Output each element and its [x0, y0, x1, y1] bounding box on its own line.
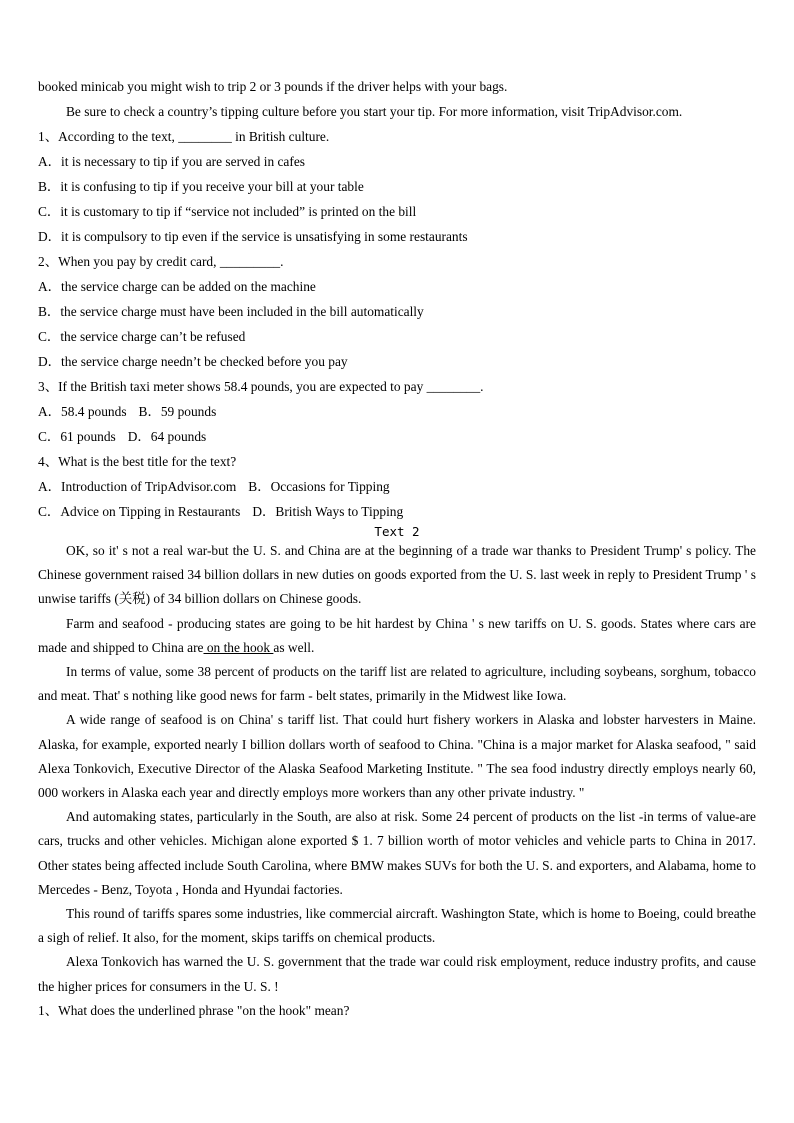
q1-option-a: A．it is necessary to tip if you are served in cafes [38, 154, 305, 169]
text2-paragraph-6: This round of tariffs spares some industries, like commercial aircraft. Washington State, which is home to Boeing, could breathe a sigh of relief. It also, for the moment, skips tariffs on chemical products. [38, 906, 756, 946]
text2-q1-stem: 1、What does the underlined phrase "on the hook" mean? [38, 1002, 350, 1018]
text2-p2-before: Farm and seafood - producing states are going to be hit hardest by China ' s new tariffs on U. S. goods. States where cars are made and shipped to China are [38, 615, 756, 655]
q3-options-ab [38, 399, 756, 424]
text2-paragraph-5: And automaking states, particularly in the South, are also at risk. Some 24 percent of products on the list -in terms of value-are cars, trucks and other vehicles. Michigan alone exported $ 1. 7 billion worth of motor vehicles and vehicle parts to China in 2017. Other states being affected include South Carolina, where BMW makes SUVs for both the U. S. and exporters, and Alabama, home to Mercedes - Benz, Toyota , Honda and Hyundai factories. [38, 809, 756, 897]
q2-option-d: D．the service charge needn’t be checked before you pay [38, 354, 348, 369]
text2-paragraph-3: In terms of value, some 38 percent of products on the tariff list are related to agriculture, including soybeans, sorghum, tobacco and meat. That' s nothing like good news for farm - belt states, primarily in the Midwest like Iowa. [38, 664, 756, 704]
q1-stem: 1、According to the text, ________ in British culture. [38, 129, 330, 144]
q2-option-c: C．the service charge can’t be refused [38, 329, 246, 344]
underlined-phrase: on the hook [203, 639, 274, 655]
text2-paragraph-1: OK, so it' s not a real war-but the U. S. and China are at the beginning of a trade war thanks to President Trump' s policy. The Chinese government raised 34 billion dollars in new duties on goods exported from the U. S. last week in reply to President Trump ' s unwise tariffs (关税) of 34 billion dollars on Chinese goods. [38, 543, 756, 607]
q2-option-b: B．the service charge must have been included in the bill automatically [38, 304, 424, 319]
q3-option-d: D．64 pounds [127, 429, 207, 444]
text2-paragraph-7: Alexa Tonkovich has warned the U. S. government that the trade war could risk employment, reduce industry profits, and cause the higher prices for consumers in the U. S. ! [38, 954, 756, 994]
q2-stem: 2、When you pay by credit card, _________. [38, 254, 284, 269]
q1-option-d: D．it is compulsory to tip even if the service is unsatisfying in some restaurants [38, 229, 468, 244]
text1-closing-line: Be sure to check a country’s tipping culture before you start your tip. For more information, visit TripAdvisor.com. [66, 104, 683, 119]
q2-option-a: A．the service charge can be added on the machine [38, 279, 316, 294]
q3-stem: 3、If the British taxi meter shows 58.4 pounds, you are expected to pay ________. [38, 379, 484, 394]
q1-option-b: B．it is confusing to tip if you receive your bill at your table [38, 179, 364, 194]
q4-option-b: B．Occasions for Tipping [248, 479, 390, 494]
q4-stem: 4、What is the best title for the text? [38, 454, 237, 469]
q4-options-cd [38, 499, 756, 524]
text2-paragraph-2 [38, 612, 756, 660]
q4-option-c: C．Advice on Tipping in Restaurants [38, 504, 241, 519]
text2-paragraph-4: A wide range of seafood is on China' s tariff list. That could hurt fishery workers in Alaska and lobster harvesters in Maine. Alaska, for example, exported nearly I billion dollars worth of seafood to China. "China is a major market for Alaska seafood, " said Alexa Tonkovich, Executive Director of the Alaska Seafood Marketing Institute. " The sea food industry directly employs nearly 60, 000 workers in Alaska each year and directly employs more workers than any other private industry. " [38, 712, 756, 801]
q3-option-a: A．58.4 pounds [38, 404, 127, 419]
page-content [38, 74, 756, 1023]
q4-option-d: D．British Ways to Tipping [252, 504, 404, 519]
q4-option-a: A．Introduction of TripAdvisor.com [38, 479, 237, 494]
text1-lead-line: booked minicab you might wish to trip 2 or 3 pounds if the driver helps with your bags. [38, 79, 508, 94]
q1-option-c: C．it is customary to tip if “service not included” is printed on the bill [38, 204, 417, 219]
q3-option-c: C．61 pounds [38, 429, 116, 444]
q3-option-b: B．59 pounds [138, 404, 217, 419]
q4-options-ab [38, 474, 756, 499]
text2-heading: Text 2 [374, 524, 420, 539]
text2-p2-after: as well. [273, 639, 315, 655]
q3-options-cd [38, 424, 756, 449]
